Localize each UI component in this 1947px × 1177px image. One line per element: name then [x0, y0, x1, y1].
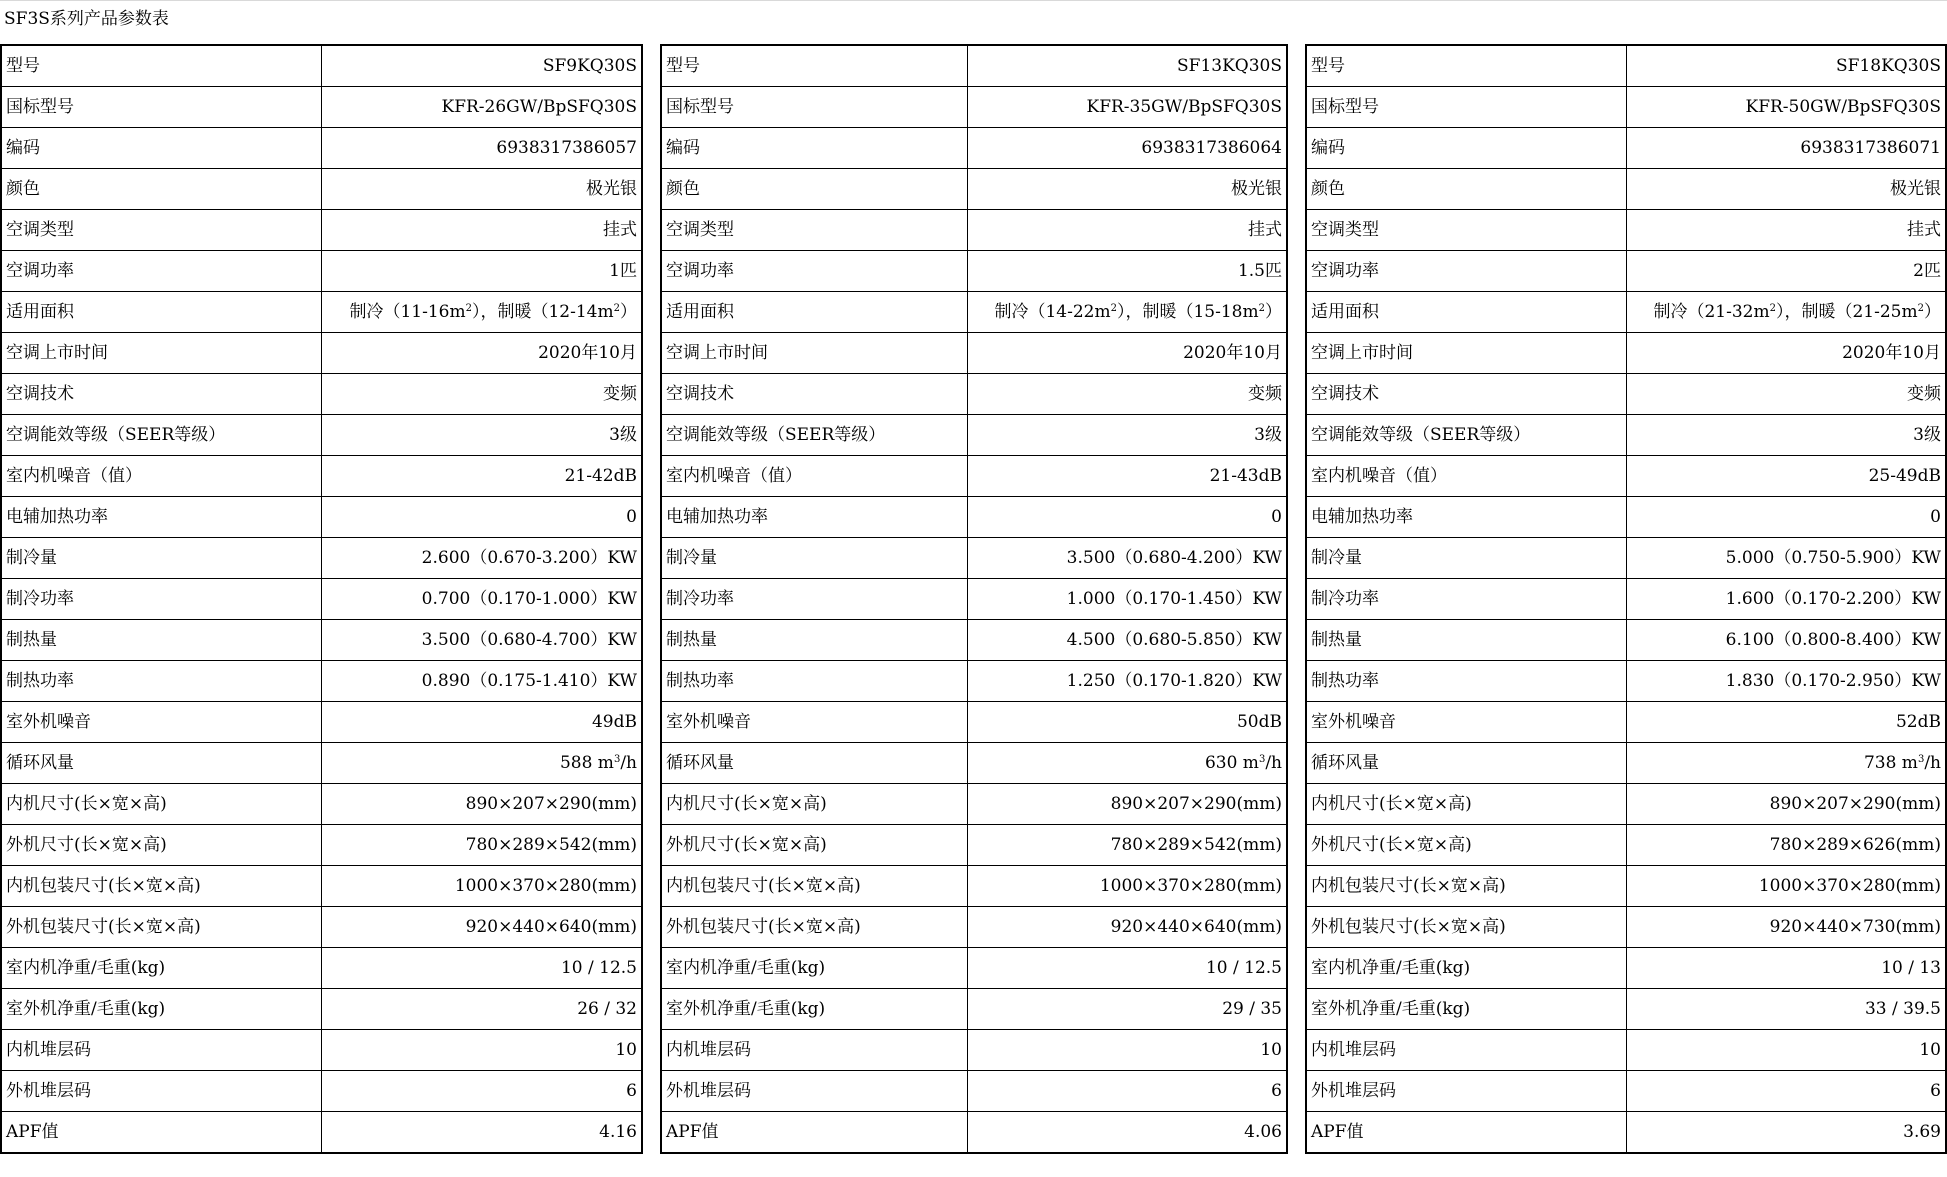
spec-value: SF13KQ30S	[967, 45, 1287, 87]
spec-row	[1, 702, 642, 743]
spec-label: 适用面积	[1, 292, 321, 333]
spec-value: 制冷$(21-32m^2)$，制暖$(21-25m^2)$	[1626, 292, 1946, 333]
spec-label: 电辅加热功率	[661, 497, 967, 538]
spec-row	[661, 907, 1287, 948]
spec-label: 空调能效等级（SEER等级）	[1306, 415, 1626, 456]
spec-value: 2.600（0.670-3.200）KW	[321, 538, 642, 579]
product-spec-table-1	[0, 44, 643, 1154]
spec-value: 2020年10月	[967, 333, 1287, 374]
spec-label: 外机堆层码	[661, 1071, 967, 1112]
spec-value: 49dB	[321, 702, 642, 743]
spec-value: 3级	[967, 415, 1287, 456]
spec-row	[1, 497, 642, 538]
spec-value: 6	[1626, 1071, 1946, 1112]
spec-value: 0.700（0.170-1.000）KW	[321, 579, 642, 620]
sheet-title: SF3S系列产品参数表	[4, 9, 169, 29]
spec-row	[661, 87, 1287, 128]
spec-label: 室外机噪音	[661, 702, 967, 743]
spec-row	[661, 784, 1287, 825]
spec-value: 6.100（0.800-8.400）KW	[1626, 620, 1946, 661]
spec-label: 电辅加热功率	[1306, 497, 1626, 538]
spec-value: 0	[967, 497, 1287, 538]
spec-label: 室外机噪音	[1, 702, 321, 743]
spec-row	[661, 620, 1287, 661]
spec-value: 6938317386057	[321, 128, 642, 169]
spec-row	[1306, 292, 1946, 333]
spec-label: 制热量	[661, 620, 967, 661]
spec-row	[1, 374, 642, 415]
spec-value: 10	[1626, 1030, 1946, 1071]
spec-value: 0	[321, 497, 642, 538]
spec-value: 挂式	[321, 210, 642, 251]
spec-row	[661, 333, 1287, 374]
spec-label: 外机尺寸(长×宽×高)	[661, 825, 967, 866]
spec-label: 外机尺寸(长×宽×高)	[1306, 825, 1626, 866]
spec-row	[1306, 374, 1946, 415]
spec-value: SF18KQ30S	[1626, 45, 1946, 87]
product-spec-table-2	[660, 44, 1288, 1154]
spec-value: 1.5匹	[967, 251, 1287, 292]
spec-row	[1306, 415, 1946, 456]
spec-row	[661, 702, 1287, 743]
spec-value: 变频	[967, 374, 1287, 415]
spec-label: 国标型号	[1306, 87, 1626, 128]
spec-label: 制冷量	[1306, 538, 1626, 579]
spec-label: APF值	[661, 1112, 967, 1154]
spec-label: 制冷量	[1, 538, 321, 579]
spec-value: 780×289×542(mm)	[321, 825, 642, 866]
spec-label: 制热功率	[1306, 661, 1626, 702]
spec-row	[1306, 497, 1946, 538]
spec-value: 10 / 13	[1626, 948, 1946, 989]
spec-row	[1, 456, 642, 497]
spec-row	[1306, 743, 1946, 784]
spec-value: 1匹	[321, 251, 642, 292]
spec-row	[1, 210, 642, 251]
spec-value: KFR-26GW/BpSFQ30S	[321, 87, 642, 128]
spec-value: 变频	[321, 374, 642, 415]
spec-value: 3级	[321, 415, 642, 456]
spec-value: 26 / 32	[321, 989, 642, 1030]
spec-label: 制冷功率	[1306, 579, 1626, 620]
spec-label: 颜色	[1, 169, 321, 210]
spec-row	[661, 128, 1287, 169]
spec-value: 3级	[1626, 415, 1946, 456]
spec-label: 适用面积	[1306, 292, 1626, 333]
spec-value: 4.06	[1244, 1122, 1282, 1142]
spec-label: 制冷功率	[1, 579, 321, 620]
spec-label: 室内机噪音（值）	[1306, 456, 1626, 497]
spec-row	[1, 333, 642, 374]
spec-label: APF值	[1, 1112, 321, 1154]
spec-row	[1, 784, 642, 825]
spec-label: 外机包装尺寸(长×宽×高)	[661, 907, 967, 948]
spec-value: 1.250（0.170-1.820）KW	[967, 661, 1287, 702]
spec-row	[1, 825, 642, 866]
spec-row	[1306, 948, 1946, 989]
spec-row	[1, 1071, 642, 1112]
spec-value: 920×440×640(mm)	[967, 907, 1287, 948]
spec-value: 极光银	[321, 169, 642, 210]
spec-row	[1, 907, 642, 948]
spec-row	[1, 620, 642, 661]
spec-value: 890×207×290(mm)	[967, 784, 1287, 825]
spec-row	[1306, 333, 1946, 374]
spec-value: 890×207×290(mm)	[1626, 784, 1946, 825]
spec-label: 内机包装尺寸(长×宽×高)	[1306, 866, 1626, 907]
spec-value: 变频	[1626, 374, 1946, 415]
spec-row	[661, 661, 1287, 702]
spec-label: 内机堆层码	[1306, 1030, 1626, 1071]
spec-row	[661, 210, 1287, 251]
spec-label: 颜色	[1306, 169, 1626, 210]
spec-value: 1000×370×280(mm)	[1626, 866, 1946, 907]
spec-value: 630 $m^3/h$	[967, 743, 1287, 784]
spec-label: APF值	[1306, 1112, 1626, 1154]
spec-value: 6	[321, 1071, 642, 1112]
spec-label: 室外机噪音	[1306, 702, 1626, 743]
spec-row	[1306, 1030, 1946, 1071]
spec-label: 空调技术	[1306, 374, 1626, 415]
spec-label: 空调上市时间	[1, 333, 321, 374]
spec-value: 21-43dB	[967, 456, 1287, 497]
spec-label: 型号	[661, 45, 967, 87]
spec-row	[661, 866, 1287, 907]
spec-value: 1000×370×280(mm)	[967, 866, 1287, 907]
spec-label: 循环风量	[661, 743, 967, 784]
spec-row	[661, 497, 1287, 538]
spec-value: 0	[1626, 497, 1946, 538]
spec-row	[1306, 825, 1946, 866]
spec-row	[1, 1030, 642, 1071]
spec-value: 780×289×626(mm)	[1626, 825, 1946, 866]
spec-row	[661, 456, 1287, 497]
spec-label: 内机包装尺寸(长×宽×高)	[661, 866, 967, 907]
spec-label: 国标型号	[1, 87, 321, 128]
spec-value: 588 $m^3/h$	[321, 743, 642, 784]
spec-label: 循环风量	[1306, 743, 1626, 784]
spec-value: 挂式	[967, 210, 1287, 251]
spec-row	[1306, 907, 1946, 948]
spec-label: 室内机净重/毛重(kg)	[1, 948, 321, 989]
spec-label: 空调功率	[1, 251, 321, 292]
spec-label: 空调功率	[661, 251, 967, 292]
spec-row	[1, 579, 642, 620]
spec-label: 室内机噪音（值）	[661, 456, 967, 497]
spec-label: 适用面积	[661, 292, 967, 333]
spec-value: 5.000（0.750-5.900）KW	[1626, 538, 1946, 579]
spec-row	[661, 989, 1287, 1030]
spec-value: 极光银	[967, 169, 1287, 210]
spec-row	[1, 948, 642, 989]
spec-label: 内机包装尺寸(长×宽×高)	[1, 866, 321, 907]
spec-value: 1000×370×280(mm)	[321, 866, 642, 907]
spec-label: 室内机净重/毛重(kg)	[661, 948, 967, 989]
spec-value: 10	[321, 1030, 642, 1071]
spec-value: 3.69	[1903, 1122, 1941, 1142]
spec-label: 空调技术	[661, 374, 967, 415]
spec-label: 空调类型	[1306, 210, 1626, 251]
spec-row	[1, 538, 642, 579]
spec-label: 空调功率	[1306, 251, 1626, 292]
spec-value: SF9KQ30S	[321, 45, 642, 87]
spec-label: 内机堆层码	[1, 1030, 321, 1071]
spec-value: 1.600（0.170-2.200）KW	[1626, 579, 1946, 620]
spec-row	[661, 415, 1287, 456]
spec-value: 挂式	[1626, 210, 1946, 251]
spec-row	[1, 661, 642, 702]
spec-label: 空调技术	[1, 374, 321, 415]
spec-label: 空调上市时间	[1306, 333, 1626, 374]
spec-row	[1306, 579, 1946, 620]
spec-label: 空调能效等级（SEER等级）	[1, 415, 321, 456]
spec-value: 0.890（0.175-1.410）KW	[321, 661, 642, 702]
spec-value: 25-49dB	[1626, 456, 1946, 497]
spec-row	[661, 1112, 1287, 1154]
spec-value: KFR-35GW/BpSFQ30S	[967, 87, 1287, 128]
spec-label: 外机尺寸(长×宽×高)	[1, 825, 321, 866]
spec-row	[1306, 989, 1946, 1030]
spec-label: 制冷功率	[661, 579, 967, 620]
spec-label: 空调能效等级（SEER等级）	[661, 415, 967, 456]
spec-label: 内机尺寸(长×宽×高)	[1, 784, 321, 825]
spec-row	[1306, 1112, 1946, 1154]
spec-label: 电辅加热功率	[1, 497, 321, 538]
spec-row	[1306, 251, 1946, 292]
spec-row	[1306, 702, 1946, 743]
spec-label: 室内机净重/毛重(kg)	[1306, 948, 1626, 989]
spec-label: 空调上市时间	[661, 333, 967, 374]
spec-value: 6938317386064	[967, 128, 1287, 169]
spec-label: 国标型号	[661, 87, 967, 128]
spec-label: 制热量	[1306, 620, 1626, 661]
spec-row	[1306, 866, 1946, 907]
spec-row	[661, 45, 1287, 87]
spec-row	[1, 415, 642, 456]
spec-value: 10 / 12.5	[321, 948, 642, 989]
spec-row	[1306, 128, 1946, 169]
spec-row	[1, 169, 642, 210]
spec-row	[1306, 661, 1946, 702]
spec-row	[661, 251, 1287, 292]
spec-value: 738 $m^3/h$	[1626, 743, 1946, 784]
spec-label: 制热量	[1, 620, 321, 661]
spec-value: 52dB	[1626, 702, 1946, 743]
spec-value: 制冷$(11-16m^2)$，制暖$(12-14m^2)$	[321, 292, 642, 333]
spec-label: 制冷量	[661, 538, 967, 579]
spec-value: 2020年10月	[321, 333, 642, 374]
spec-row	[661, 825, 1287, 866]
spec-row	[1, 251, 642, 292]
spec-row	[1306, 538, 1946, 579]
spec-value: 2匹	[1626, 251, 1946, 292]
spec-row	[1306, 620, 1946, 661]
spec-label: 内机尺寸(长×宽×高)	[1306, 784, 1626, 825]
spec-label: 内机尺寸(长×宽×高)	[661, 784, 967, 825]
spec-row	[661, 169, 1287, 210]
spec-label: 型号	[1, 45, 321, 87]
spec-row	[1, 128, 642, 169]
spec-label: 空调类型	[661, 210, 967, 251]
spec-value: 极光银	[1626, 169, 1946, 210]
spec-label: 编码	[1, 128, 321, 169]
spec-label: 循环风量	[1, 743, 321, 784]
spec-label: 外机堆层码	[1306, 1071, 1626, 1112]
spec-label: 室外机净重/毛重(kg)	[661, 989, 967, 1030]
spec-label: 编码	[1306, 128, 1626, 169]
spec-label: 制热功率	[1, 661, 321, 702]
spec-value: 50dB	[967, 702, 1287, 743]
spec-row	[661, 1030, 1287, 1071]
spec-row	[661, 579, 1287, 620]
spec-row	[1, 743, 642, 784]
spec-value: 890×207×290(mm)	[321, 784, 642, 825]
spec-value: 1.830（0.170-2.950）KW	[1626, 661, 1946, 702]
spec-row	[661, 1071, 1287, 1112]
spec-row	[661, 743, 1287, 784]
spec-row	[1, 87, 642, 128]
spec-row	[661, 538, 1287, 579]
spec-label: 颜色	[661, 169, 967, 210]
spec-value: 4.500（0.680-5.850）KW	[967, 620, 1287, 661]
spec-value: 920×440×640(mm)	[321, 907, 642, 948]
spec-row	[1, 1112, 642, 1154]
spec-label: 外机堆层码	[1, 1071, 321, 1112]
spec-value: 33 / 39.5	[1626, 989, 1946, 1030]
spec-value: 6	[967, 1071, 1287, 1112]
spec-row	[1, 989, 642, 1030]
spec-label: 外机包装尺寸(长×宽×高)	[1306, 907, 1626, 948]
spec-value: 10 / 12.5	[967, 948, 1287, 989]
spec-value: 920×440×730(mm)	[1626, 907, 1946, 948]
spec-row	[661, 948, 1287, 989]
spec-row	[1306, 210, 1946, 251]
spec-row	[1306, 456, 1946, 497]
spec-value: 6938317386071	[1626, 128, 1946, 169]
sheet-top-border	[0, 0, 1947, 1]
spec-value: 3.500（0.680-4.200）KW	[967, 538, 1287, 579]
spec-row	[1, 292, 642, 333]
spec-label: 型号	[1306, 45, 1626, 87]
spec-label: 室内机噪音（值）	[1, 456, 321, 497]
spec-row	[1306, 87, 1946, 128]
spec-value: 1.000（0.170-1.450）KW	[967, 579, 1287, 620]
spec-value: KFR-50GW/BpSFQ30S	[1626, 87, 1946, 128]
spec-value: 780×289×542(mm)	[967, 825, 1287, 866]
spec-row	[1306, 784, 1946, 825]
spec-row	[1, 866, 642, 907]
spec-value: 10	[967, 1030, 1287, 1071]
spec-value: 3.500（0.680-4.700）KW	[321, 620, 642, 661]
spec-row	[661, 374, 1287, 415]
spec-value: 29 / 35	[967, 989, 1287, 1030]
spec-value: 制冷$(14-22m^2)$，制暖$(15-18m^2)$	[967, 292, 1287, 333]
spec-row	[661, 292, 1287, 333]
spec-label: 空调类型	[1, 210, 321, 251]
spec-value: 4.16	[599, 1122, 637, 1142]
product-spec-table-3	[1305, 44, 1947, 1154]
spec-row	[1306, 1071, 1946, 1112]
spec-label: 制热功率	[661, 661, 967, 702]
spec-label: 室外机净重/毛重(kg)	[1, 989, 321, 1030]
spec-label: 编码	[661, 128, 967, 169]
spec-row	[1306, 45, 1946, 87]
spec-value: 21-42dB	[321, 456, 642, 497]
spec-label: 内机堆层码	[661, 1030, 967, 1071]
spec-row	[1306, 169, 1946, 210]
spec-value: 2020年10月	[1626, 333, 1946, 374]
spec-label: 外机包装尺寸(长×宽×高)	[1, 907, 321, 948]
spec-row	[1, 45, 642, 87]
spec-label: 室外机净重/毛重(kg)	[1306, 989, 1626, 1030]
